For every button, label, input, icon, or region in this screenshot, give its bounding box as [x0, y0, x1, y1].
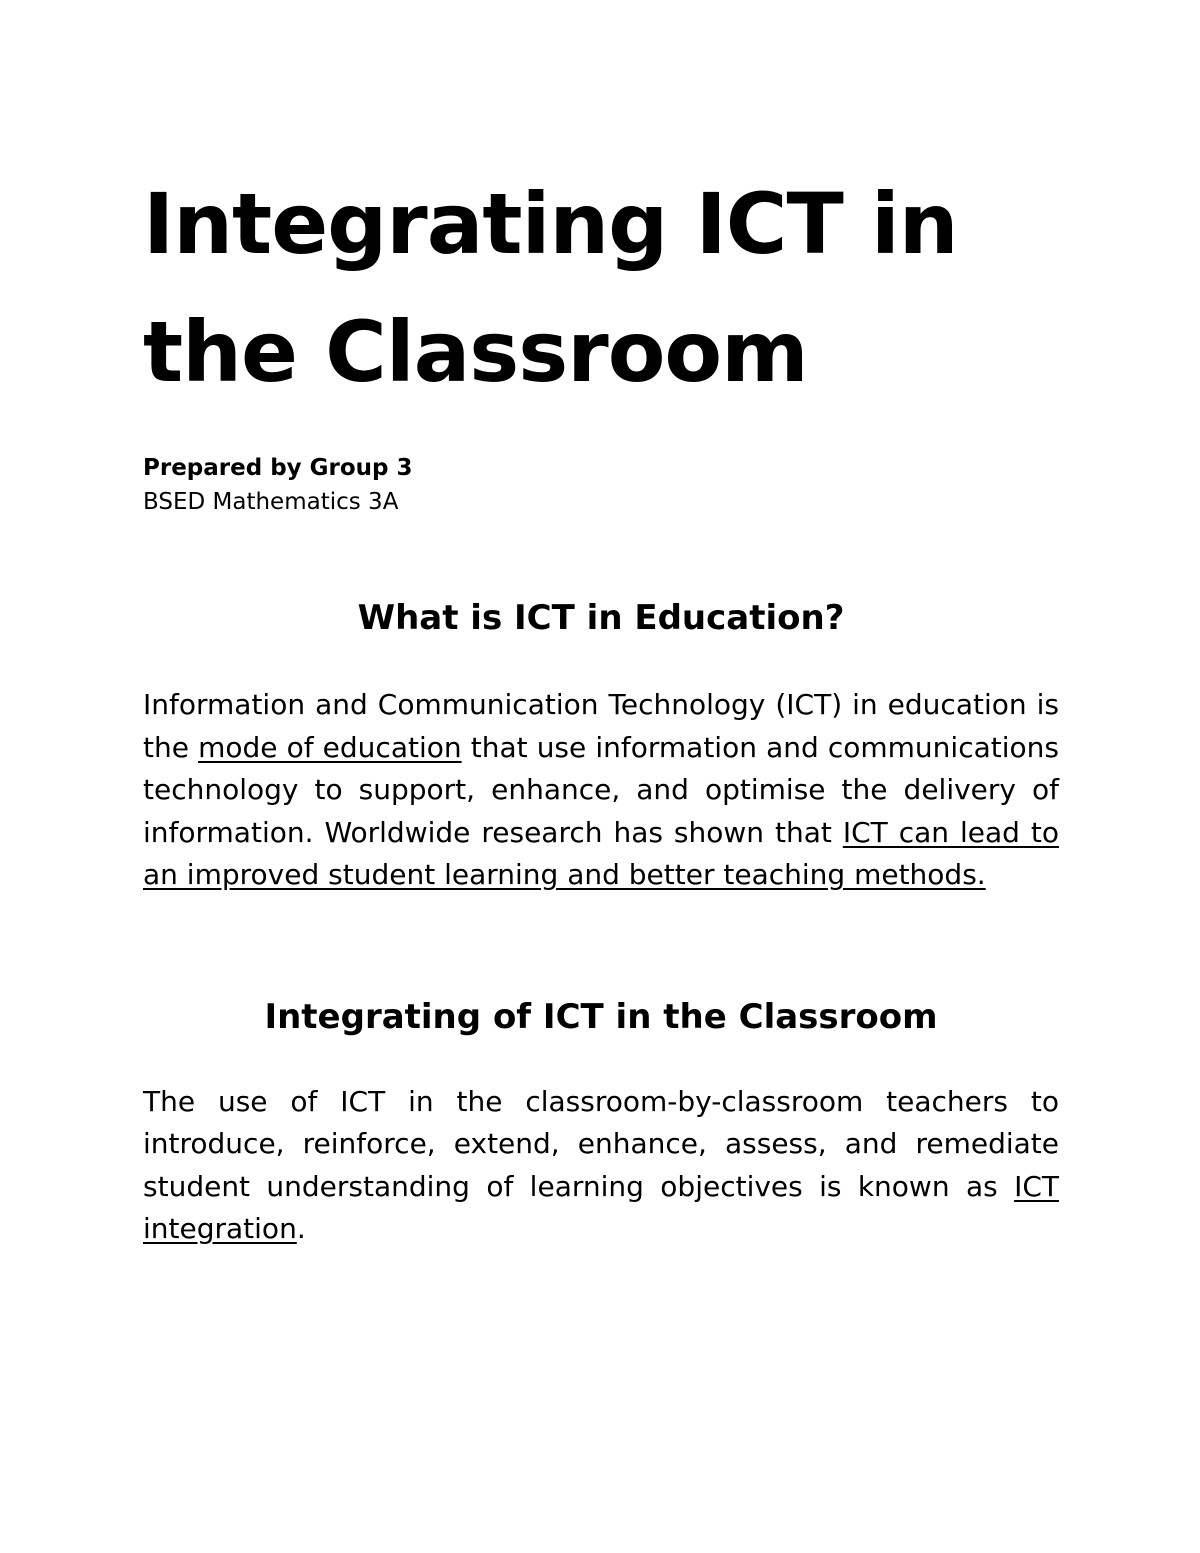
document-title [143, 160, 1059, 416]
paragraph-text: Information and Communication Technology (ICT) in education is the [143, 688, 1059, 764]
title-line-2: the Classroom [143, 303, 808, 401]
paragraph-text: . [296, 1212, 306, 1245]
underlined-phrase: mode of education [198, 730, 462, 764]
title-line-1: Integrating ICT in [143, 175, 958, 273]
page-content [143, 160, 1059, 1251]
course-label: BSED Mathematics 3A [143, 489, 399, 515]
underlined-phrase: ICT integration [143, 1169, 1059, 1245]
section-heading-integrating-ict: Integrating of ICT in the Classroom [264, 996, 938, 1037]
section-paragraph-what-is-ict [143, 684, 1059, 897]
underlined-phrase: ICT can lead to an improved student learning and better teaching methods. [143, 815, 1059, 891]
section-paragraph-integrating-ict [143, 1081, 1059, 1251]
section-heading-what-is-ict: What is ICT in Education? [357, 598, 845, 638]
prepared-by: Prepared by Group 3 [143, 455, 413, 481]
paragraph-text: The use of ICT in the classroom-by-classroom teachers to introduce, reinforce, extend, enhance, assess, and remediate student understanding of learning objectives is known as [143, 1084, 1059, 1203]
paragraph-text: that use information and communications technology to support, enhance, and optimise the delivery of information. Worldwide research has shown that [143, 730, 1059, 849]
